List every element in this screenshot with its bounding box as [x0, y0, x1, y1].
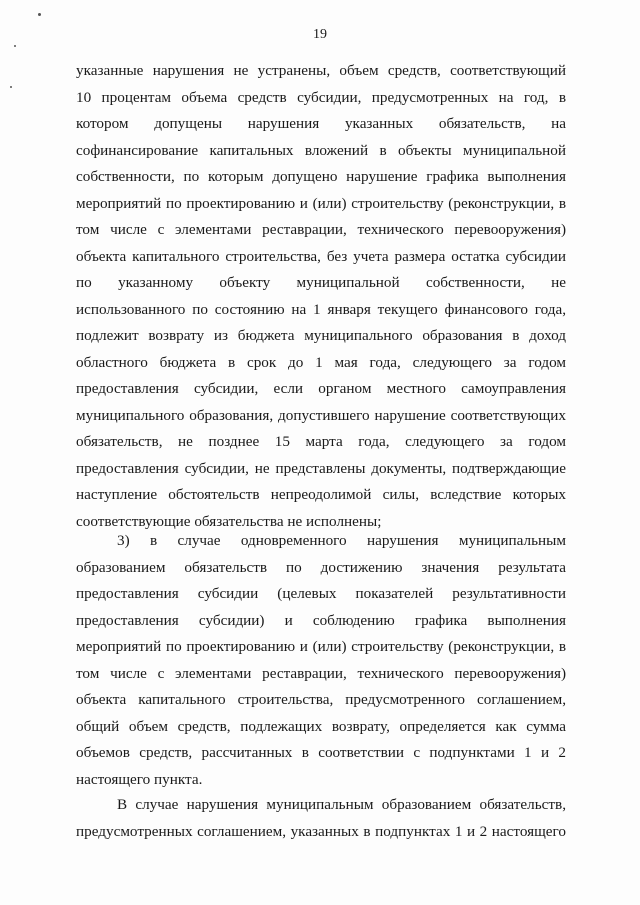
- text-line: предоставления субсидии (целевых показателей результативности: [76, 585, 566, 602]
- text-line: соответствующие обязательства не исполнены;: [76, 512, 382, 530]
- text-line: наступление обстоятельств непреодолимой силы, вследствие которых: [76, 486, 566, 503]
- paragraph-continuation: [76, 58, 566, 535]
- text-line: общий объем средств, подлежащих возврату, определяется как сумма: [76, 717, 566, 735]
- text-line: использованного по состоянию на 1 января текущего финансового года,: [76, 300, 566, 318]
- text-line: В случае нарушения муниципальным образованием обязательств,: [117, 796, 566, 813]
- text-line: объемов средств, рассчитанных в соответствии с подпунктами 1 и 2: [76, 744, 566, 761]
- text-line: образованием обязательств по достижению значения результата: [76, 558, 566, 576]
- text-line: областного бюджета в срок до 1 мая года, следующего за годом: [76, 353, 566, 371]
- scan-speck: [10, 86, 12, 88]
- text-line: муниципального образования, допустившего нарушение соответствующих: [76, 406, 566, 424]
- paragraph-item-3: [76, 528, 566, 793]
- text-line: предоставления субсидии, если органом местного самоуправления: [76, 380, 566, 397]
- text-line: подлежит возврату из бюджета муниципального образования в доход: [76, 327, 566, 344]
- text-line: указанные нарушения не устранены, объем средств, соответствующий: [76, 62, 566, 79]
- text-line: том числе с элементами реставрации, технического перевооружения): [76, 221, 566, 238]
- text-line: том числе с элементами реставрации, технического перевооружения): [76, 664, 566, 682]
- text-line: по указанному объекту муниципальной собственности, не: [76, 274, 566, 291]
- text-line: объекта капитального строительства, без учета размера остатка субсидии: [76, 247, 566, 265]
- text-line: настоящего пункта.: [76, 770, 203, 788]
- text-line: котором допущены нарушения указанных обязательств, на: [76, 115, 566, 132]
- text-line: предусмотренных соглашением, указанных в подпунктах 1 и 2 настоящего: [76, 822, 566, 840]
- scan-speck: [38, 13, 41, 16]
- page-number: 19: [313, 27, 327, 42]
- paragraph-violation: [76, 792, 566, 845]
- text-line: мероприятий по проектированию и (или) строительству (реконструкции, в: [76, 638, 566, 655]
- text-line: обязательств, не позднее 15 марта года, следующего за годом: [76, 433, 566, 450]
- scan-speck: [14, 45, 16, 47]
- text-line: 3) в случае одновременного нарушения муниципальным: [117, 532, 566, 549]
- text-line: 10 процентам объема средств субсидии, предусмотренных на год, в: [76, 88, 566, 106]
- text-line: объекта капитального строительства, предусмотренного соглашением,: [76, 691, 566, 708]
- text-line: предоставления субсидии) и соблюдению графика выполнения: [76, 611, 566, 629]
- text-line: мероприятий по проектированию и (или) строительству (реконструкции, в: [76, 194, 566, 212]
- text-line: софинансирование капитальных вложений в объекты муниципальной: [76, 141, 566, 159]
- text-line: собственности, по которым допущено нарушение графика выполнения: [76, 168, 566, 185]
- text-line: предоставления субсидии, не представлены документы, подтверждающие: [76, 459, 566, 477]
